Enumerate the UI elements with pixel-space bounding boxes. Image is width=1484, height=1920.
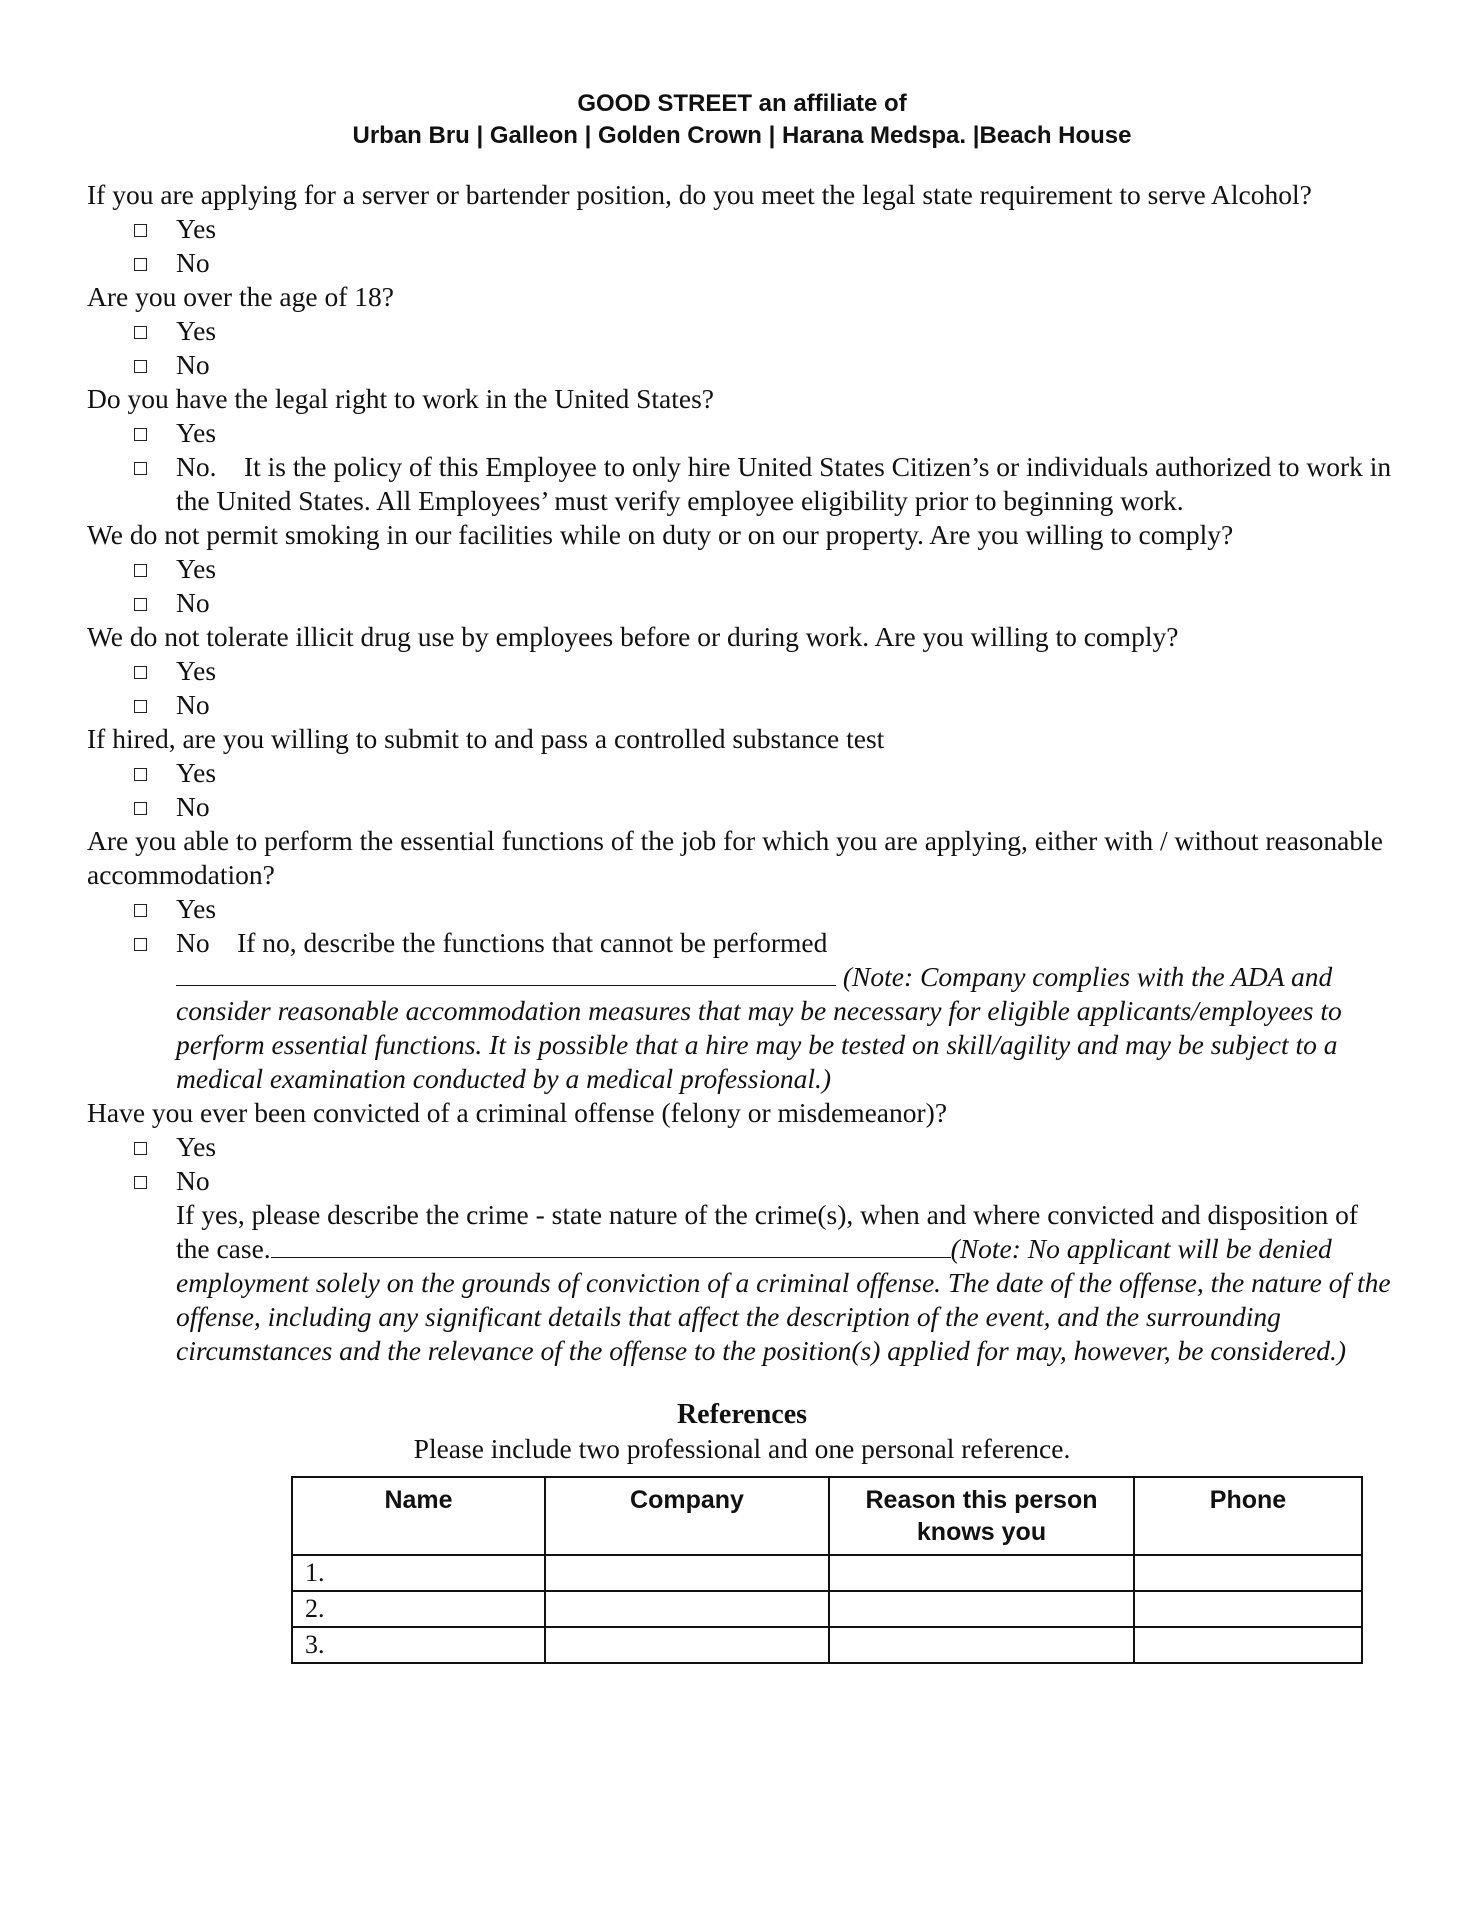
option-label: Yes	[176, 315, 217, 346]
option-yes[interactable]	[87, 1130, 1397, 1164]
option-yes[interactable]	[87, 552, 1397, 586]
column-header-company: Company	[545, 1477, 829, 1555]
question-age: Are you over the age of 18?	[87, 281, 394, 312]
company-cell[interactable]	[545, 1555, 829, 1591]
option-label: No If no, describe the functions that cannot be performed	[176, 927, 828, 958]
header-line-2: Urban Bru | Galleon | Golden Crown | Harana Medspa. |Beach House	[352, 122, 1132, 149]
table-row	[292, 1627, 1362, 1663]
checkbox[interactable]	[134, 326, 147, 339]
phone-cell[interactable]	[1134, 1555, 1362, 1591]
checkbox[interactable]	[134, 564, 147, 577]
option-label: Yes	[176, 1131, 217, 1162]
references-title: References	[676, 1399, 808, 1430]
question-drugs: We do not tolerate illicit drug use by employees before or during work. Are you willing to comply?	[87, 621, 1179, 652]
criminal-note: (Note: No applicant will be denied employment solely on the grounds of conviction of a criminal offense. The date of the offense, the nature of the offense, including any significant details that affect the description of the event, and the surrounding circumstances and the relevance of the offense to the position(s) applied for may, however, be considered.)	[176, 1233, 1391, 1366]
column-header-name: Name	[292, 1477, 545, 1555]
option-yes[interactable]	[87, 756, 1397, 790]
question-essential-functions: Are you able to perform the essential functions of the job for which you are applying, either with / without reasonable accommodation?	[87, 825, 1383, 890]
checkbox[interactable]	[134, 904, 147, 917]
option-label: Yes	[176, 213, 217, 244]
ada-note-block	[87, 960, 1397, 1096]
row-number[interactable]: 3.	[292, 1627, 545, 1663]
row-number[interactable]: 2.	[292, 1591, 545, 1627]
references-subtitle: Please include two professional and one personal reference.	[413, 1433, 1071, 1464]
option-label: No	[176, 247, 210, 278]
checkbox[interactable]	[134, 666, 147, 679]
option-no[interactable]	[87, 688, 1397, 722]
criminal-blank-line[interactable]	[271, 1235, 951, 1258]
company-cell[interactable]	[545, 1591, 829, 1627]
checkbox[interactable]	[134, 462, 147, 475]
phone-cell[interactable]	[1134, 1591, 1362, 1627]
question-alcohol: If you are applying for a server or bartender position, do you meet the legal state requirement to serve Alcohol?	[87, 179, 1312, 210]
company-cell[interactable]	[545, 1627, 829, 1663]
row-number[interactable]: 1.	[292, 1555, 545, 1591]
option-label: Yes	[176, 655, 217, 686]
option-label: Yes	[176, 553, 217, 584]
checkbox[interactable]	[134, 258, 147, 271]
option-label: No	[176, 689, 210, 720]
references-table	[291, 1476, 1363, 1664]
option-label: No	[176, 1165, 210, 1196]
header-line-1: GOOD STREET an affiliate of	[577, 90, 907, 117]
option-label: No. It is the policy of this Employee to only hire United States Citizen’s or individuals authorized to work in the United States. All Employees’ must verify employee eligibility prior to beginning work.	[176, 451, 1399, 516]
option-no[interactable]	[87, 790, 1397, 824]
option-no[interactable]	[87, 246, 1397, 280]
option-label: Yes	[176, 757, 217, 788]
checkbox[interactable]	[134, 700, 147, 713]
option-no-policy[interactable]	[87, 450, 1397, 518]
phone-cell[interactable]	[1134, 1627, 1362, 1663]
option-yes[interactable]	[87, 314, 1397, 348]
column-header-phone: Phone	[1134, 1477, 1362, 1555]
checkbox[interactable]	[134, 224, 147, 237]
checkbox[interactable]	[134, 428, 147, 441]
option-label: No	[176, 791, 210, 822]
checkbox[interactable]	[134, 938, 147, 951]
option-label: No	[176, 349, 210, 380]
checkbox[interactable]	[134, 598, 147, 611]
option-label: No	[176, 587, 210, 618]
option-yes[interactable]	[87, 416, 1397, 450]
option-label: Yes	[176, 417, 217, 448]
option-no[interactable]	[87, 1164, 1397, 1198]
criminal-describe-block	[87, 1198, 1397, 1368]
checkbox[interactable]	[134, 360, 147, 373]
question-substance-test: If hired, are you willing to submit to and pass a controlled substance test	[87, 723, 885, 754]
table-row	[292, 1591, 1362, 1627]
questionnaire	[87, 178, 1397, 1368]
table-row	[292, 1555, 1362, 1591]
references-section	[0, 1398, 1484, 1466]
functions-blank-line[interactable]	[176, 963, 836, 986]
question-smoking: We do not permit smoking in our facilities while on duty or on our property. Are you willing to comply?	[87, 519, 1234, 550]
option-no[interactable]	[87, 586, 1397, 620]
criminal-describe-text: If yes, please describe the crime - state nature of the crime(s), when and where convicted and disposition of the case.	[176, 1199, 1359, 1264]
ada-note: (Note: Company complies with the ADA and consider reasonable accommodation measures that may be necessary for eligible applicants/employees to perform essential functions. It is possible that a hire may be tested on skill/agility and may be subject to a medical examination conducted by a medical professional.)	[176, 961, 1342, 1094]
option-yes[interactable]	[87, 892, 1397, 926]
option-yes[interactable]	[87, 654, 1397, 688]
checkbox[interactable]	[134, 768, 147, 781]
option-no[interactable]	[87, 348, 1397, 382]
checkbox[interactable]	[134, 1142, 147, 1155]
reason-cell[interactable]	[829, 1591, 1134, 1627]
column-header-reason: Reason this person knows you	[829, 1477, 1134, 1555]
option-yes[interactable]	[87, 212, 1397, 246]
table-header-row	[292, 1477, 1362, 1555]
question-criminal: Have you ever been convicted of a criminal offense (felony or misdemeanor)?	[87, 1097, 948, 1128]
reason-cell[interactable]	[829, 1627, 1134, 1663]
checkbox[interactable]	[134, 802, 147, 815]
checkbox[interactable]	[134, 1176, 147, 1189]
option-label: Yes	[176, 893, 217, 924]
header	[0, 88, 1484, 152]
reason-cell[interactable]	[829, 1555, 1134, 1591]
question-work-right: Do you have the legal right to work in the United States?	[87, 383, 715, 414]
option-no-ada[interactable]	[87, 926, 1397, 960]
